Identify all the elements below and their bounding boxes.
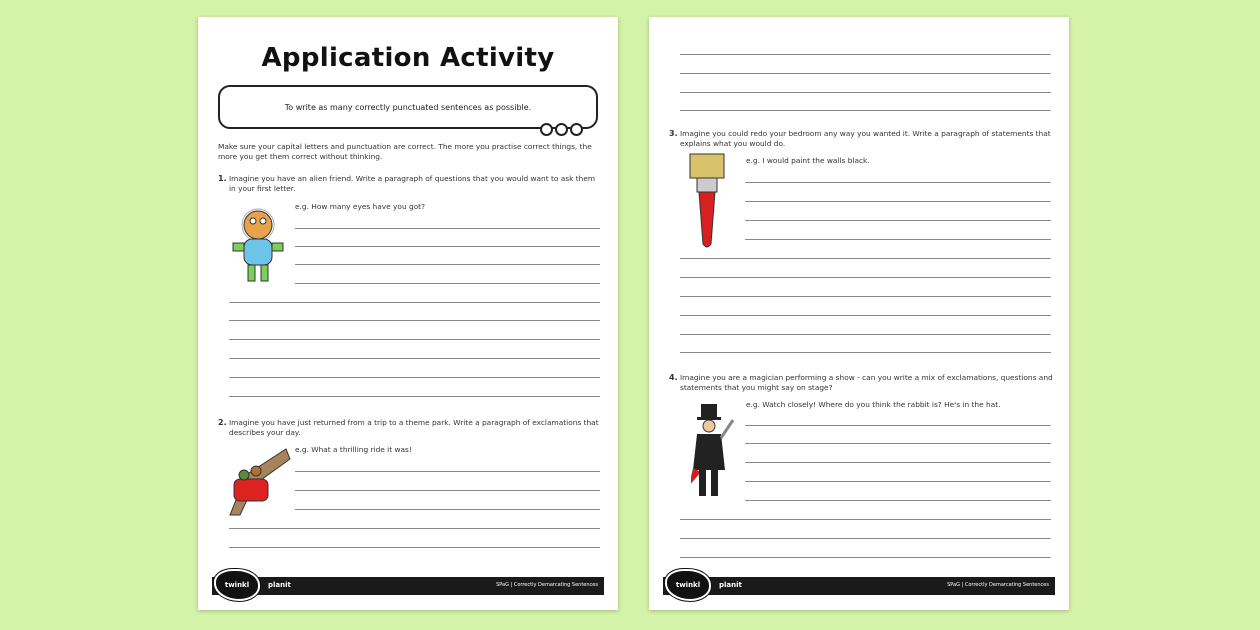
writing-line (295, 471, 600, 472)
writing-line (680, 352, 1051, 353)
writing-line (295, 228, 600, 229)
objective-text: To write as many correctly punctuated sentences as possible. (284, 102, 532, 112)
writing-line (229, 358, 600, 359)
writing-line (680, 519, 1051, 520)
twinkl-logo: twinkl (214, 569, 260, 601)
writing-line (680, 315, 1051, 316)
writing-line (229, 339, 600, 340)
writing-line (745, 443, 1051, 444)
rollercoaster-illustration (226, 445, 292, 517)
alien-illustration (230, 205, 286, 285)
page-title: Application Activity (261, 43, 555, 73)
example-3: e.g. I would paint the walls black. (746, 156, 870, 165)
writing-line (680, 92, 1051, 93)
intro-text: Make sure your capital letters and punctuation are correct. The more you practise correct things, the more you get them correct without thinking. (218, 142, 592, 161)
writing-line (680, 73, 1051, 74)
writing-line (295, 264, 600, 265)
writing-line (680, 277, 1051, 278)
worksheet-page-2 (649, 17, 1069, 610)
writing-line (229, 396, 600, 397)
writing-line (295, 283, 600, 284)
writing-line (745, 201, 1051, 202)
writing-line (745, 462, 1051, 463)
writing-line (680, 334, 1051, 335)
paintbrush-illustration (687, 152, 727, 252)
writing-line (745, 239, 1051, 240)
writing-line (680, 54, 1051, 55)
writing-line (680, 258, 1051, 259)
example-2: e.g. What a thrilling ride it was! (295, 445, 412, 454)
writing-line (295, 246, 600, 247)
writing-line (745, 220, 1051, 221)
footer-title: SPaG | Correctly Demarcating Sentences (947, 582, 1049, 588)
worksheet-page-1 (198, 17, 618, 610)
question-4: 4. Imagine you are a magician performing a show - can you write a mix of exclamations, questions and statements that you might say on stage? (669, 373, 1053, 392)
example-4: e.g. Watch closely! Where do you think the rabbit is? He's in the hat. (746, 400, 1001, 409)
writing-line (680, 538, 1051, 539)
writing-line (680, 296, 1051, 297)
writing-line (229, 547, 600, 548)
writing-line (745, 182, 1051, 183)
question-1: 1. Imagine you have an alien friend. Write a paragraph of questions that you would want to ask them in your first letter. (218, 174, 596, 193)
magician-illustration (691, 402, 741, 502)
writing-line (745, 481, 1051, 482)
planit-label: planit (268, 581, 291, 589)
twinkl-logo: twinkl (665, 569, 711, 601)
writing-line (745, 500, 1051, 501)
footer-bar (663, 577, 1055, 595)
writing-line (295, 490, 600, 491)
writing-line (295, 509, 600, 510)
footer-bar (212, 577, 604, 595)
example-1: e.g. How many eyes have you got? (295, 202, 426, 211)
writing-line (680, 557, 1051, 558)
question-2: 2. Imagine you have just returned from a trip to a theme park. Write a paragraph of exclamations that describes your day. (218, 418, 599, 437)
writing-line (229, 302, 600, 303)
writing-line (745, 425, 1051, 426)
writing-line (229, 528, 600, 529)
planit-label: planit (719, 581, 742, 589)
writing-line (229, 377, 600, 378)
objective-circles (540, 123, 583, 136)
question-3: 3. Imagine you could redo your bedroom any way you wanted it. Write a paragraph of statements that explains what you would do. (669, 129, 1051, 148)
footer-title: SPaG | Correctly Demarcating Sentences (496, 582, 598, 588)
writing-line (229, 320, 600, 321)
writing-line (680, 110, 1051, 111)
